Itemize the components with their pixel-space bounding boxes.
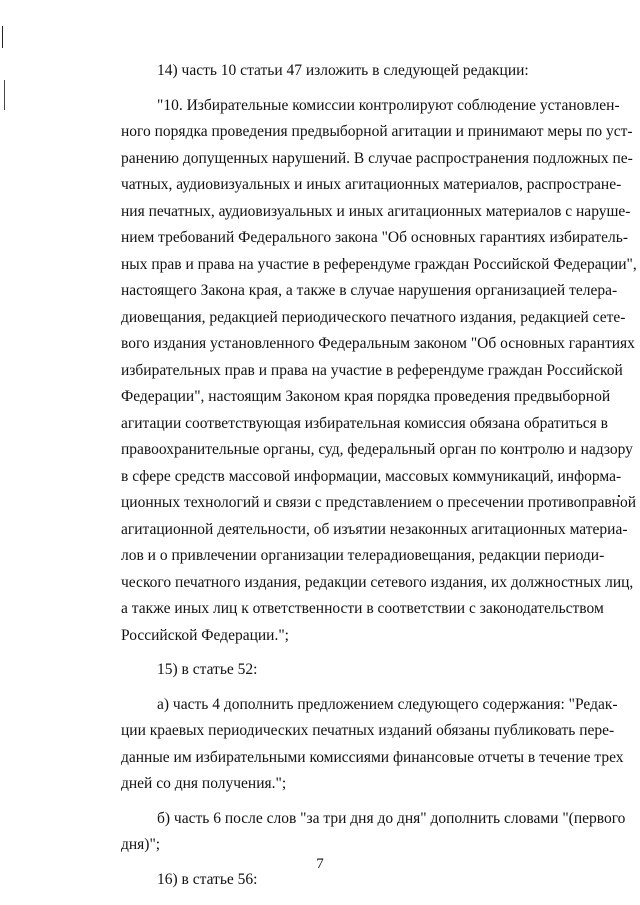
text-line: ных прав и права на участие в референдуме граждан Российской Федерации", <box>121 255 637 273</box>
paragraph-subitem-a <box>93 692 624 798</box>
text-line: настоящего Закона края, а также в случае нарушения организацией телера- <box>121 282 618 299</box>
text-line: правоохранительные органы, суд, федеральный орган по контролю и надзору <box>121 441 633 458</box>
text-line: дня)"; <box>121 836 161 853</box>
text-line: ционных технологий и связи с представлением о пресечении противоправной <box>121 494 637 511</box>
text-line: а также иных лиц к ответственности в соответствии с законодательством <box>121 600 604 617</box>
text-line: ранению допущенных нарушений. В случае распространения подложных пе- <box>121 149 633 167</box>
text-line: диовещания, редакцией периодического печатного издания, редакцией сете- <box>121 308 626 326</box>
text-line: вого издания установленного Федеральным законом "Об основных гарантиях <box>121 335 635 352</box>
text-line: б) часть 6 после слов "за три дня до дня" дополнить словами "(первого <box>157 809 626 827</box>
text-line: 15) в статье 52: <box>157 661 258 678</box>
text-line: агитационной деятельности, об изъятии незаконных агитационных материа- <box>121 520 628 538</box>
text-line: дней со дня получения."; <box>121 775 287 792</box>
paragraph-quoted-part-10 <box>93 93 637 650</box>
text-line: в сфере средств массовой информации, массовых коммуникаций, информа- <box>121 467 622 485</box>
paragraph-item-14 <box>93 58 591 85</box>
text-line: ческого печатного издания, редакции сетевого издания, их должностных лиц, <box>121 573 634 591</box>
text-line: лов и о привлечении организации телерадиовещания, редакции периоди- <box>121 547 605 564</box>
text-line: Федерации", настоящим Законом края порядка проведения предвыборной <box>121 388 611 405</box>
text-line: нием требований Федерального закона "Об основных гарантиях избиратель- <box>121 229 629 246</box>
text-line: данные им избирательными комиссиями финансовые отчеты в течение трех <box>121 748 624 766</box>
paragraph-item-15 <box>93 657 591 684</box>
text-line: 14) часть 10 статьи 47 изложить в следующей редакции: <box>157 62 529 79</box>
text-line: агитации соответствующая избирательная комиссия обязана обратиться в <box>121 414 608 432</box>
text-line: "10. Избирательные комиссии контролируют соблюдение установлен- <box>157 96 620 114</box>
scan-edge-mark <box>4 80 5 110</box>
text-line: Российской Федерации."; <box>121 626 289 644</box>
page-number: 7 <box>316 856 324 872</box>
text-line: ного порядка проведения предвыборной агитации и принимают меры по уст- <box>121 123 633 140</box>
text-line: ции краевых периодических печатных изданий обязаны публиковать пере- <box>121 722 615 739</box>
text-line: чатных, аудиовизуальных и иных агитационных материалов, распростране- <box>121 176 622 193</box>
text-line: избирательных прав и права на участие в референдуме граждан Российской <box>121 361 623 379</box>
document-body <box>93 58 637 893</box>
text-line: 16) в статье 56: <box>157 870 258 888</box>
paragraph-subitem-b <box>93 806 626 859</box>
text-line: а) часть 4 дополнить предложением следующего содержания: "Редак- <box>157 695 618 713</box>
scan-edge-mark <box>2 26 3 48</box>
text-line: ния печатных, аудиовизуальных и иных агитационных материалов с наруше- <box>121 202 631 220</box>
